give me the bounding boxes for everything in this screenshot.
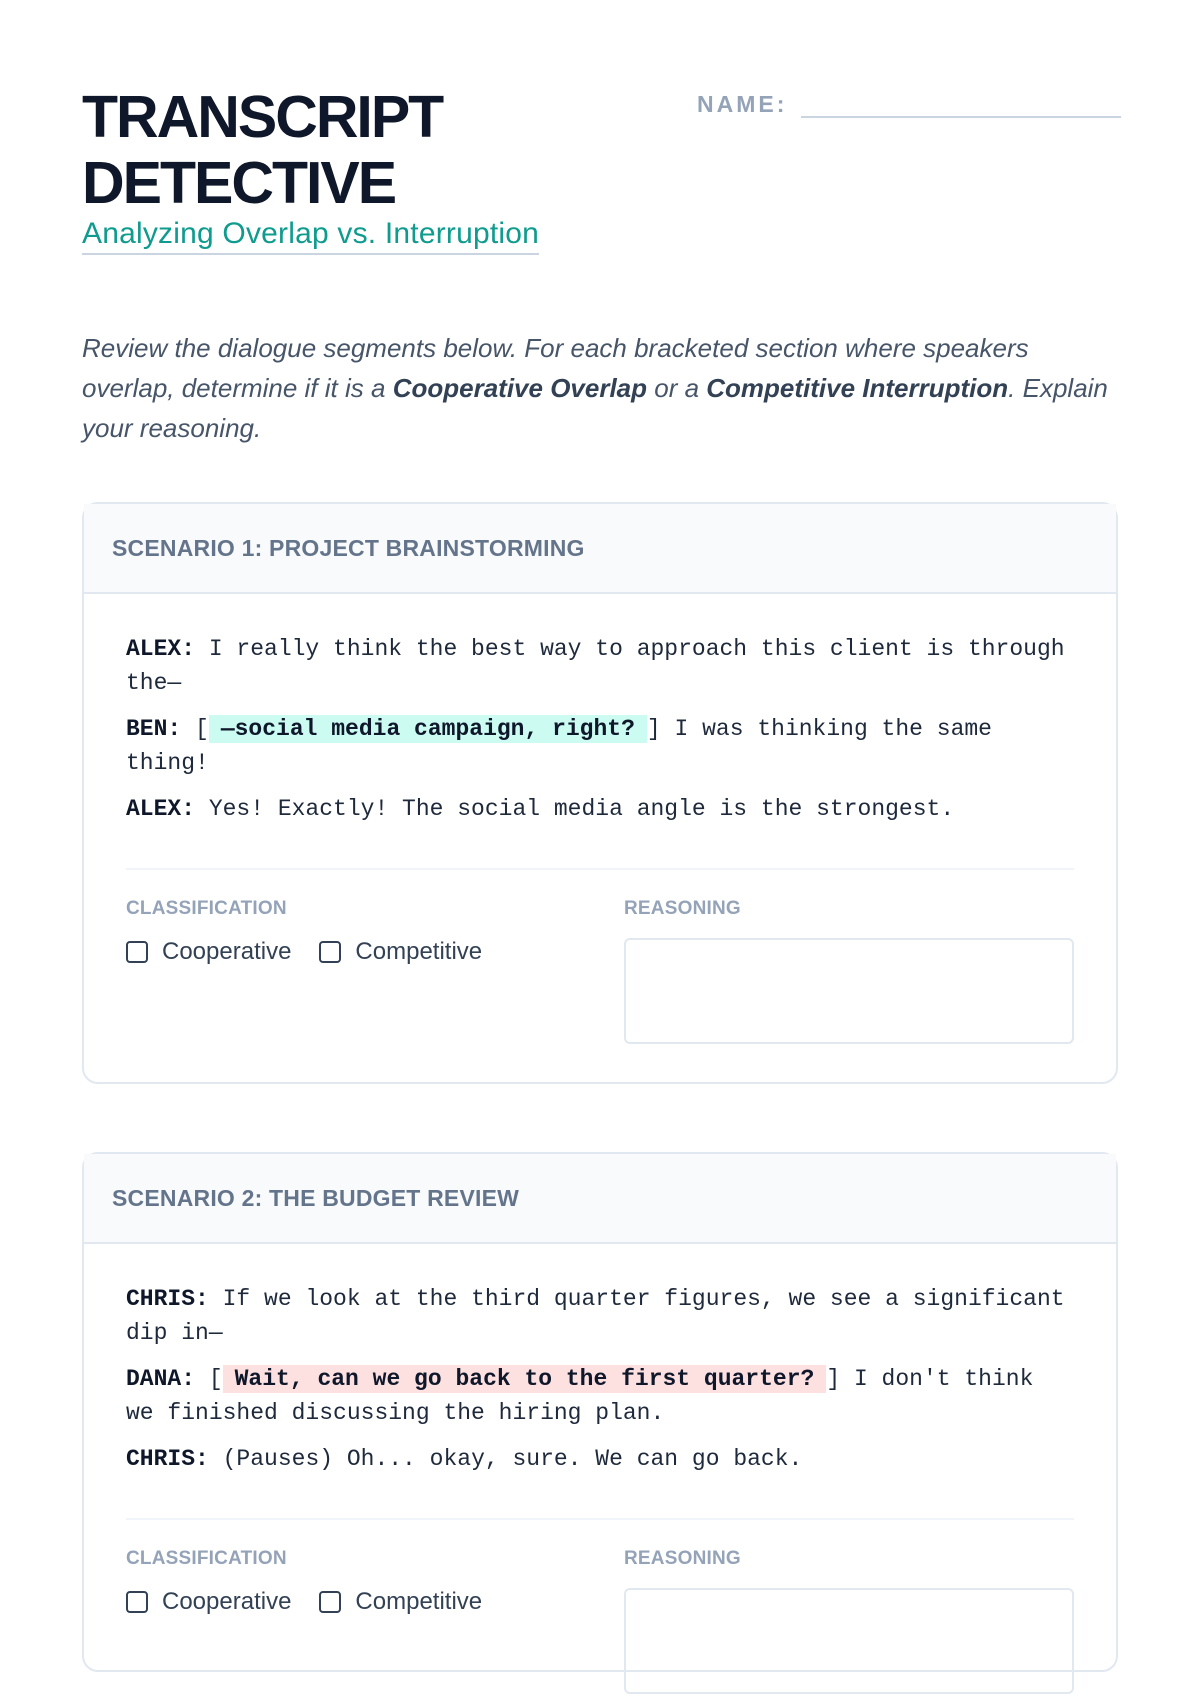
dialogue-line [126, 1442, 1074, 1476]
checkbox-competitive[interactable] [319, 941, 341, 963]
dialogue-text: Yes! Exactly! The social media angle is the strongest. [195, 796, 955, 822]
reasoning-label: REASONING [624, 898, 741, 919]
classification-section [126, 898, 624, 1044]
reasoning-label: REASONING [624, 1548, 741, 1569]
instructions-part2: or a [647, 373, 707, 403]
reasoning-section [624, 1548, 1074, 1694]
instructions-part3: . Explain your reasoning. [82, 373, 1108, 443]
option-label: Cooperative [162, 938, 292, 965]
dialogue-text: I was thinking the same thing! [126, 716, 992, 776]
page-subtitle: Analyzing Overlap vs. Interruption [82, 216, 539, 255]
reasoning-input[interactable] [624, 938, 1074, 1044]
bracket-close: ] [826, 1366, 841, 1392]
scenario-title: SCENARIO 1: PROJECT BRAINSTORMING [112, 534, 585, 561]
speaker-name: DANA: [126, 1366, 196, 1392]
name-input-line[interactable] [801, 86, 1121, 118]
instructions [82, 328, 1118, 448]
option-label: Cooperative [162, 1588, 292, 1615]
dialogue-text: I really think the best way to approach this client is through the— [126, 636, 1065, 696]
dialogue-line [126, 632, 1074, 700]
classification-section [126, 1548, 624, 1694]
bracket-close: ] [646, 716, 661, 742]
dialogue-text: I don't think we finished discussing the hiring plan. [126, 1366, 1034, 1426]
scenario-header [84, 504, 1116, 594]
checkbox-cooperative[interactable] [126, 941, 148, 963]
scenario-card-2 [82, 1152, 1118, 1672]
option-competitive[interactable] [319, 1588, 482, 1616]
bracket-open: [ [195, 1366, 223, 1392]
scenario-header [84, 1154, 1116, 1244]
option-cooperative[interactable] [126, 938, 291, 966]
speaker-name: ALEX: [126, 636, 196, 662]
answer-section [126, 898, 1074, 1044]
reasoning-input[interactable] [624, 1588, 1074, 1694]
instructions-part1: Review the dialogue segments below. For each bracketed section where speakers overlap, determine if it is a [82, 333, 1029, 403]
page-title: TRANSCRIPT DETECTIVE [82, 84, 443, 216]
scenario-title: SCENARIO 2: THE BUDGET REVIEW [112, 1184, 520, 1211]
scenario-body [84, 1244, 1116, 1694]
classification-label: CLASSIFICATION [126, 898, 287, 919]
scenario-body [84, 594, 1116, 1044]
bracket-open: [ [181, 716, 209, 742]
dialogue-line [126, 792, 1074, 826]
speaker-name: BEN: [126, 716, 182, 742]
speaker-name: CHRIS: [126, 1286, 209, 1312]
checkbox-competitive[interactable] [319, 1591, 341, 1613]
dialogue-text: (Pauses) Oh... okay, sure. We can go back. [208, 1446, 803, 1472]
checkbox-cooperative[interactable] [126, 1591, 148, 1613]
classification-label: CLASSIFICATION [126, 1548, 287, 1569]
speaker-name: ALEX: [126, 796, 196, 822]
scenario-card-1 [82, 502, 1118, 1084]
option-cooperative[interactable] [126, 1588, 291, 1616]
reasoning-section [624, 898, 1074, 1044]
divider [126, 868, 1074, 870]
classification-options [126, 1588, 624, 1616]
classification-options [126, 938, 624, 966]
instructions-term-cooperative: Cooperative Overlap [392, 373, 648, 403]
dialogue-line [126, 712, 1074, 780]
overlap-highlight: Wait, can we go back to the first quarter? [223, 1365, 827, 1393]
option-competitive[interactable] [319, 938, 482, 966]
divider [126, 1518, 1074, 1520]
header [82, 0, 1118, 270]
option-label: Competitive [355, 1588, 483, 1615]
dialogue-line [126, 1362, 1074, 1430]
speaker-name: CHRIS: [126, 1446, 209, 1472]
option-label: Competitive [355, 938, 483, 965]
name-field [697, 86, 1121, 118]
name-label: NAME: [697, 91, 788, 117]
dialogue-line [126, 1282, 1074, 1350]
dialogue-text: If we look at the third quarter figures, we see a significant dip in— [126, 1286, 1065, 1346]
answer-section [126, 1548, 1074, 1694]
overlap-highlight: —social media campaign, right? [209, 715, 647, 743]
instructions-term-competitive: Competitive Interruption [706, 373, 1009, 403]
